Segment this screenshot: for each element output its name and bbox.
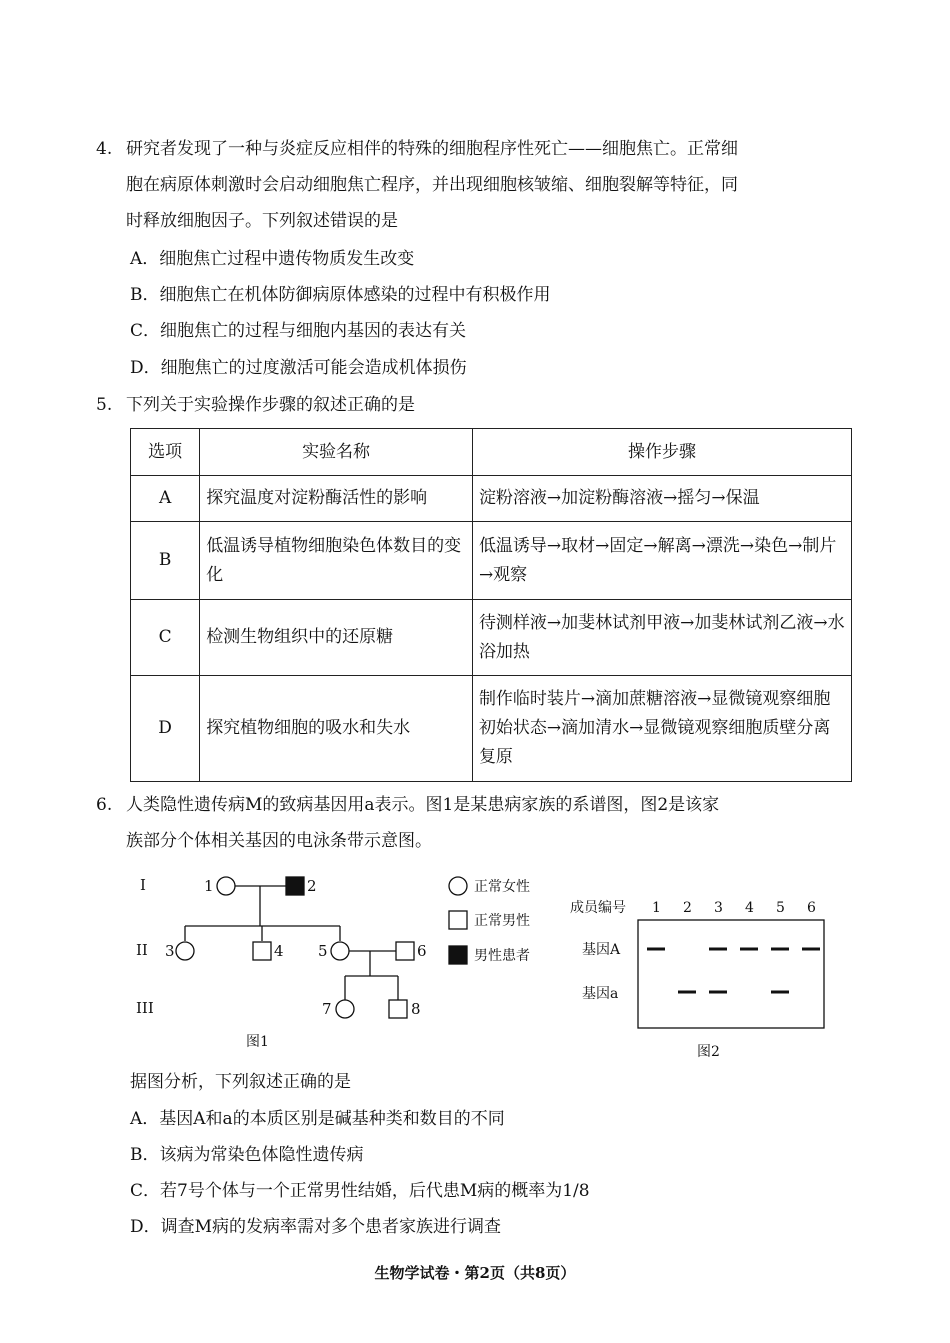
table-row [131,600,852,676]
table-header-steps: 操作步骤 [472,429,851,476]
page-footer: 生物学试卷・第2页（共8页） [374,1264,576,1282]
individual-4-male [253,942,271,960]
individual-5-female [331,942,349,960]
generation-label: II [136,941,148,959]
table-cell-name: 检测生物组织中的还原糖 [200,600,473,676]
legend-affected-male-icon [449,946,467,964]
q6-option-d: D．调查M病的发病率需对多个患者家族进行调查 [130,1217,502,1237]
legend-label: 正常女性 [474,879,530,895]
individual-label: 1 [204,877,214,895]
individual-label: 5 [318,942,328,960]
generation-label: III [136,999,154,1017]
legend-label: 正常男性 [474,913,530,929]
q6-number: 6. [96,795,113,815]
legend-female-icon [449,877,467,895]
table-cell-option: B [131,522,200,600]
q4-option-a: A．细胞焦亡过程中遗传物质发生改变 [130,249,415,269]
q6-option-c: C．若7号个体与一个正常男性结婚，后代患M病的概率为1/8 [130,1181,590,1201]
table-header-name: 实验名称 [200,429,473,476]
q4-option-d: D．细胞焦亡的过度激活可能会造成机体损伤 [130,358,467,378]
gel-header-label: 成员编号 [570,900,626,916]
figure1-caption: 图1 [246,1034,269,1050]
gel-member-label: 3 [714,900,723,916]
gel-row-label-a: 基因a [582,986,619,1002]
table-cell-option: D [131,676,200,782]
gel-figure [570,890,830,1065]
table-row [131,476,852,522]
individual-2-affected-male [286,877,304,895]
q6-stem-line-1: 6. 人类隐性遗传病M的致病基因用a表示。图1是某患病家族的系谱图，图2是该家 [96,795,720,815]
table-cell-steps: 待测样液→加斐林试剂甲液→加斐林试剂乙液→水浴加热 [472,600,851,676]
table-row [131,676,852,782]
pedigree-figure [130,868,550,1058]
table-cell-name: 探究温度对淀粉酶活性的影响 [200,476,473,522]
figure2-caption: 图2 [697,1044,720,1060]
q6-option-b: B．该病为常染色体隐性遗传病 [130,1145,364,1165]
q4-stem-line-2: 胞在病原体刺激时会启动细胞焦亡程序，并出现细胞核皱缩、细胞裂解等特征，同 [126,175,738,195]
table-header-row [131,429,852,476]
individual-label: 7 [322,1000,332,1018]
gel-member-label: 4 [745,900,754,916]
table-cell-option: C [131,600,200,676]
gel-member-label: 5 [776,900,785,916]
table-header-option: 选项 [131,429,200,476]
gel-member-label: 6 [807,900,816,916]
legend-male-icon [449,911,467,929]
table-cell-steps: 制作临时装片→滴加蔗糖溶液→显微镜观察细胞初始状态→滴加清水→显微镜观察细胞质壁分离复原 [472,676,851,782]
q4-stem-line-1: 4. 研究者发现了一种与炎症反应相伴的特殊的细胞程序性死亡——细胞焦亡。正常细 [96,139,738,159]
individual-1-female [217,877,235,895]
generation-label: I [140,876,146,894]
gel-member-label: 1 [652,900,661,916]
individual-3-female [176,942,194,960]
q4-option-c: C．细胞焦亡的过程与细胞内基因的表达有关 [130,321,467,341]
table-row [131,522,852,600]
table-cell-option: A [131,476,200,522]
table-cell-name: 探究植物细胞的吸水和失水 [200,676,473,782]
q6-option-a: A．基因A和a的本质区别是碱基种类和数目的不同 [130,1109,505,1129]
q4-stem-line-3: 时释放细胞因子。下列叙述错误的是 [126,211,398,231]
q4-option-b: B．细胞焦亡在机体防御病原体感染的过程中有积极作用 [130,285,551,305]
gel-frame [638,920,824,1028]
q4-number: 4. [96,139,113,159]
gel-row-label-A: 基因A [582,942,621,958]
experiment-table [130,428,852,782]
q6-stem-line-2: 族部分个体相关基因的电泳条带示意图。 [126,831,432,851]
individual-label: 4 [274,942,284,960]
individual-label: 3 [165,942,175,960]
individual-label: 8 [411,1000,421,1018]
individual-6-male [396,942,414,960]
table-cell-steps: 淀粉溶液→加淀粉酶溶液→摇匀→保温 [472,476,851,522]
table-cell-name: 低温诱导植物细胞染色体数目的变化 [200,522,473,600]
individual-8-male [389,1000,407,1018]
q5-stem: 5. 下列关于实验操作步骤的叙述正确的是 [96,395,415,415]
table-cell-steps: 低温诱导→取材→固定→解离→漂洗→染色→制片→观察 [472,522,851,600]
q5-number: 5. [96,395,113,415]
individual-label: 6 [417,942,427,960]
individual-7-female [336,1000,354,1018]
individual-label: 2 [307,877,317,895]
q6-analysis: 据图分析，下列叙述正确的是 [130,1072,351,1092]
legend-label: 男性患者 [474,948,530,964]
gel-member-label: 2 [683,900,692,916]
